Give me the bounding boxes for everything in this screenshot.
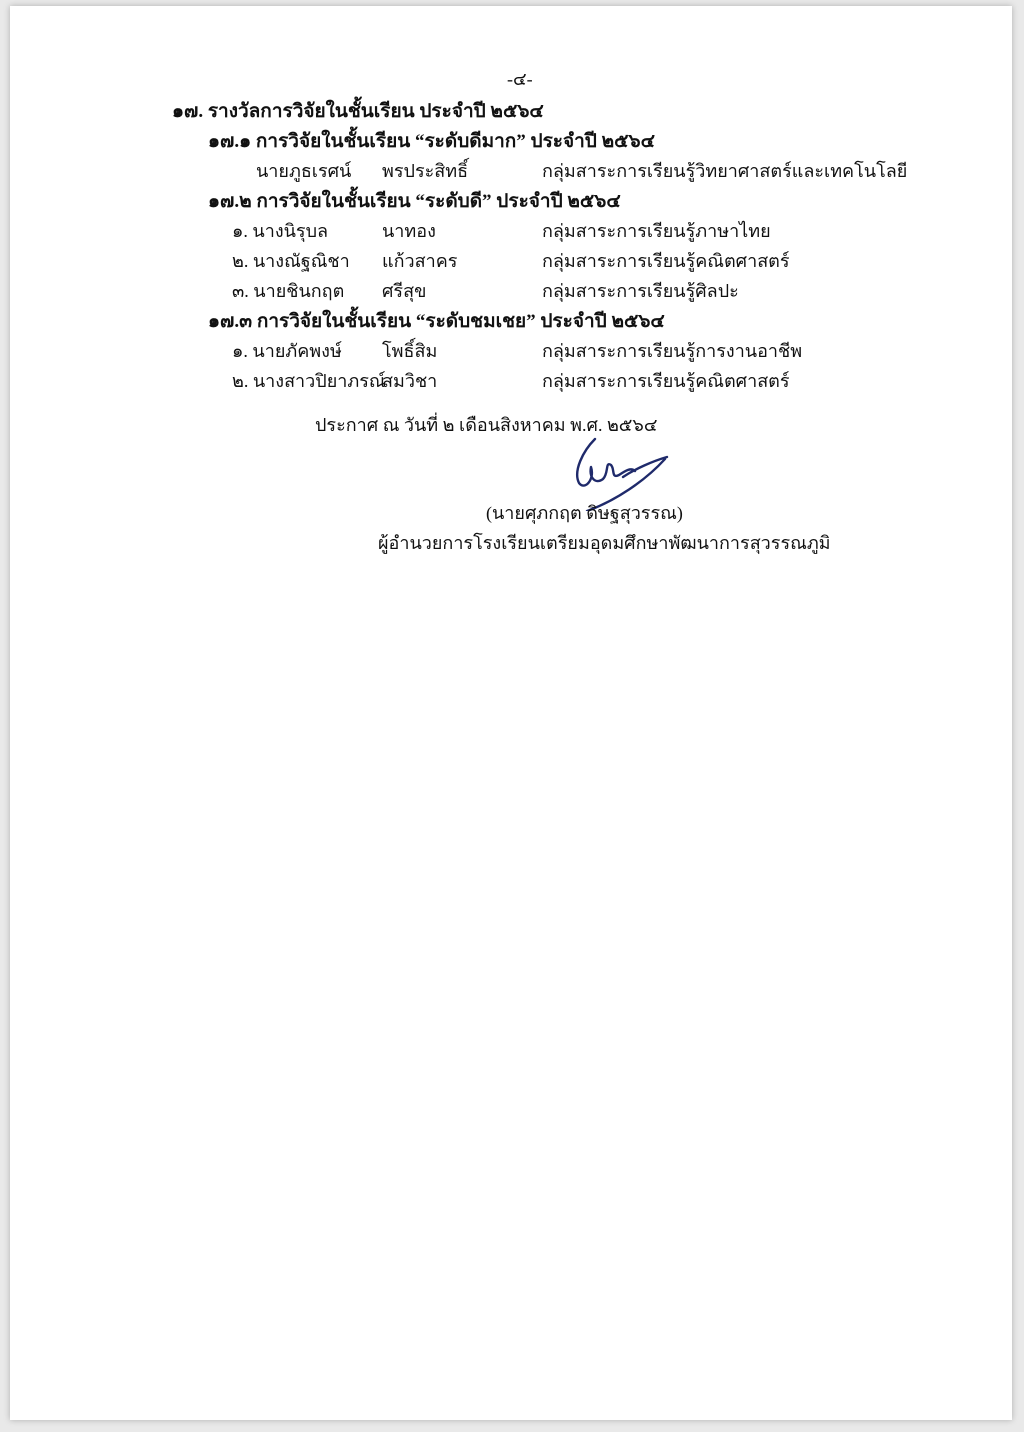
entry-department: กลุ่มสาระการเรียนรู้ภาษาไทย (542, 221, 771, 241)
entry-last-name: นาทอง (382, 221, 436, 241)
entry-department: กลุ่มสาระการเรียนรู้ศิลปะ (542, 281, 739, 301)
entry-first-name: ๒. นางณัฐณิชา (232, 251, 350, 271)
section-heading-17-1: ๑๗.๑ การวิจัยในชั้นเรียน “ระดับดีมาก” ประจำปี ๒๕๖๔ (208, 131, 655, 152)
entry-department: กลุ่มสาระการเรียนรู้วิทยาศาสตร์และเทคโนโลยี (542, 161, 908, 181)
entry-last-name: ศรีสุข (382, 281, 427, 301)
main-heading: ๑๗. รางวัลการวิจัยในชั้นเรียน ประจำปี ๒๕๖๔ (172, 101, 544, 122)
document-page (10, 6, 1012, 1420)
announcement-date: ประกาศ ณ วันที่ ๒ เดือนสิงหาคม พ.ศ. ๒๕๖๔ (315, 415, 658, 435)
signer-name: (นายศุภกฤต ดิษฐสุวรรณ) (486, 503, 683, 523)
entry-department: กลุ่มสาระการเรียนรู้การงานอาชีพ (542, 341, 803, 361)
entry-department: กลุ่มสาระการเรียนรู้คณิตศาสตร์ (542, 371, 790, 391)
signer-title: ผู้อำนวยการโรงเรียนเตรียมอุดมศึกษาพัฒนาการสุวรรณภูมิ (378, 533, 831, 553)
entry-first-name: ๑. นางนิรุบล (232, 221, 329, 241)
entry-last-name: แก้วสาคร (382, 251, 458, 271)
section-heading-17-3: ๑๗.๓ การวิจัยในชั้นเรียน “ระดับชมเชย” ประจำปี ๒๕๖๔ (208, 311, 665, 332)
entry-last-name: สมวิชา (382, 371, 438, 391)
entry-first-name: ๒. นางสาวปิยาภรณ์ (232, 371, 386, 391)
page-number: -๔- (507, 69, 533, 89)
section-heading-17-2: ๑๗.๒ การวิจัยในชั้นเรียน “ระดับดี” ประจำปี ๒๕๖๔ (208, 191, 621, 212)
entry-first-name: นายภูธเรศน์ (256, 161, 352, 181)
entry-first-name: ๑. นายภัคพงษ์ (232, 341, 342, 361)
entry-last-name: พรประสิทธิ์ (382, 161, 469, 181)
entry-first-name: ๓. นายชินกฤต (232, 281, 345, 301)
entry-last-name: โพธิ์สิม (382, 341, 438, 361)
entry-department: กลุ่มสาระการเรียนรู้คณิตศาสตร์ (542, 251, 790, 271)
